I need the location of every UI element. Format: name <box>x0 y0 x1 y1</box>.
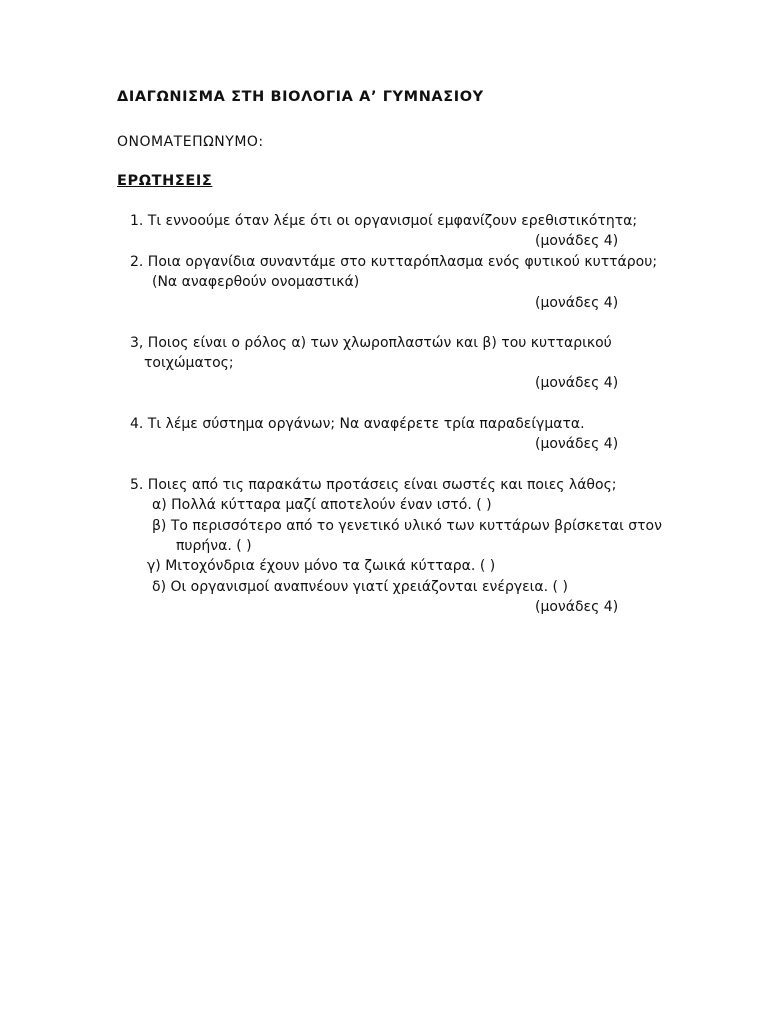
question-5-statement-b-cont: πυρήνα. ( ) <box>176 538 252 554</box>
student-name-label: ΟΝΟΜΑΤΕΠΩΝΥΜΟ: <box>117 134 264 150</box>
question-4-text: 4. Τι λέμε σύστημα οργάνων; Να αναφέρετε τρία παραδείγματα. <box>130 416 585 432</box>
question-2-text: 2. Ποια οργανίδια συναντάμε στο κυτταρόπλασμα ενός φυτικού κυττάρου; <box>130 254 658 270</box>
exam-title: ΔΙΑΓΩΝΙΣΜΑ ΣΤΗ ΒΙΟΛΟΓΙΑ Α’ ΓΥΜΝΑΣΙΟΥ <box>117 89 484 105</box>
question-1-text: 1. Τι εννοούμε όταν λέμε ότι οι οργανισμοί εμφανίζουν ερεθιστικότητα; <box>130 213 638 229</box>
question-5-statement-c: γ) Μιτοχόνδρια έχουν μόνο τα ζωικά κύτταρα. ( ) <box>147 558 496 574</box>
question-2-points: (μονάδες 4) <box>535 295 619 311</box>
question-1-points: (μονάδες 4) <box>535 233 619 249</box>
question-4-points: (μονάδες 4) <box>535 436 619 452</box>
question-5-statement-b: β) Το περισσότερο από το γενετικό υλικό των κυττάρων βρίσκεται στον <box>152 518 662 534</box>
question-5-points: (μονάδες 4) <box>535 599 619 615</box>
question-2-note: (Να αναφερθούν ονομαστικά) <box>152 274 360 290</box>
question-3-text-cont: τοιχώματος; <box>144 355 234 371</box>
question-5-statement-a: α) Πολλά κύτταρα μαζί αποτελούν έναν ιστό. ( ) <box>152 497 492 513</box>
question-3-points: (μονάδες 4) <box>535 375 619 391</box>
questions-heading: ΕΡΩΤΗΣΕΙΣ <box>117 173 213 189</box>
question-5-text: 5. Ποιες από τις παρακάτω προτάσεις είναι σωστές και ποιες λάθος; <box>130 477 617 493</box>
question-5-statement-d: δ) Οι οργανισμοί αναπνέουν γιατί χρειάζονται ενέργεια. ( ) <box>152 579 568 595</box>
question-3-text: 3, Ποιος είναι ο ρόλος α) των χλωροπλαστών και β) του κυτταρικού <box>130 335 612 351</box>
